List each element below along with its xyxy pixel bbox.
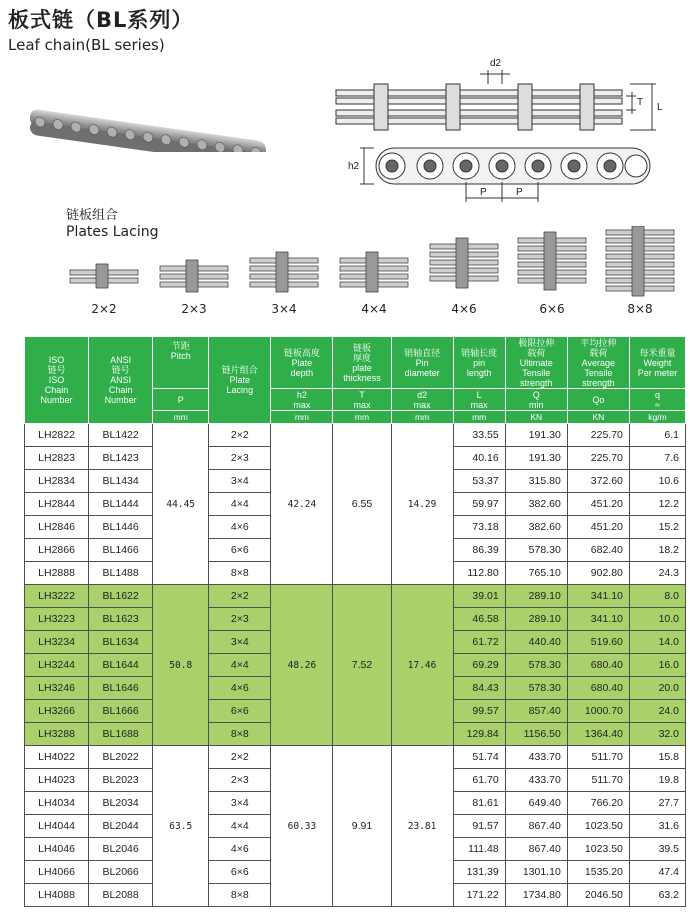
header-thickness: 链板 厚度 plate thickness — [333, 337, 391, 389]
cell-pin-length: 51.74 — [453, 746, 505, 769]
cell-average-tensile: 372.60 — [567, 470, 629, 493]
table-row — [25, 746, 686, 769]
cell-thickness: 9.91 — [333, 746, 391, 907]
header-pin-diameter: 销轴直径 Pin diameter — [391, 337, 453, 389]
table-row — [25, 585, 686, 608]
cell-pin-length: 33.55 — [453, 424, 505, 447]
subheader-pitch: P — [153, 389, 209, 411]
cell-weight: 12.2 — [629, 493, 685, 516]
cell-lacing: 3×4 — [209, 792, 271, 815]
cell-pin-length: 61.70 — [453, 769, 505, 792]
cell-ansi: BL1423 — [89, 447, 153, 470]
cell-iso: LH4088 — [25, 884, 89, 907]
dim-label-h2: h2 — [348, 161, 360, 172]
subheader-ultimate-tensile: Q min — [505, 389, 567, 411]
subheader-pin-diameter: d2 max — [391, 389, 453, 411]
lacing-4x6 — [430, 238, 498, 288]
cell-weight: 7.6 — [629, 447, 685, 470]
cell-lacing: 2×3 — [209, 608, 271, 631]
cell-weight: 15.8 — [629, 746, 685, 769]
cell-lacing: 4×6 — [209, 838, 271, 861]
cell-lacing: 4×6 — [209, 677, 271, 700]
header-lacing: 链片组合 Plate Lacing — [209, 337, 271, 424]
lacing-label: 3×4 — [271, 302, 297, 316]
cell-iso: LH2822 — [25, 424, 89, 447]
cell-depth: 48.26 — [271, 585, 333, 746]
cell-weight: 20.0 — [629, 677, 685, 700]
subheader-weight: q ≈ — [629, 389, 685, 411]
cell-pin-length: 99.57 — [453, 700, 505, 723]
cell-ansi: BL2088 — [89, 884, 153, 907]
cell-iso: LH3234 — [25, 631, 89, 654]
header-ansi: ANSI 链号 ANSI Chain Number — [89, 337, 153, 424]
cell-ansi: BL1688 — [89, 723, 153, 746]
cell-average-tensile: 682.40 — [567, 539, 629, 562]
lacing-3x4 — [250, 252, 318, 292]
cell-pitch: 50.8 — [153, 585, 209, 746]
cell-ansi: BL1644 — [89, 654, 153, 677]
cell-weight: 32.0 — [629, 723, 685, 746]
header-pin-length: 销轴长度 pin length — [453, 337, 505, 389]
cell-pin-length: 39.01 — [453, 585, 505, 608]
cell-ultimate-tensile: 440.40 — [505, 631, 567, 654]
cell-pin-length: 40.16 — [453, 447, 505, 470]
chain-photo — [26, 108, 272, 152]
unit-pitch: mm — [153, 411, 209, 424]
cell-average-tensile: 1023.50 — [567, 815, 629, 838]
unit-ultimate-tensile: KN — [505, 411, 567, 424]
cell-ansi: BL1646 — [89, 677, 153, 700]
cell-average-tensile: 519.60 — [567, 631, 629, 654]
cell-weight: 10.0 — [629, 608, 685, 631]
cell-average-tensile: 225.70 — [567, 424, 629, 447]
cell-ansi: BL1666 — [89, 700, 153, 723]
cell-weight: 27.7 — [629, 792, 685, 815]
cell-weight: 63.2 — [629, 884, 685, 907]
cell-lacing: 4×4 — [209, 493, 271, 516]
cell-ultimate-tensile: 578.30 — [505, 654, 567, 677]
lacing-label: 2×3 — [181, 302, 207, 316]
cell-ultimate-tensile: 315.80 — [505, 470, 567, 493]
header-pitch: 节距 Pitch — [153, 337, 209, 389]
cell-average-tensile: 680.40 — [567, 654, 629, 677]
cell-iso: LH2866 — [25, 539, 89, 562]
cell-weight: 16.0 — [629, 654, 685, 677]
cell-average-tensile: 766.20 — [567, 792, 629, 815]
cell-iso: LH2844 — [25, 493, 89, 516]
dim-label-p2: P — [516, 187, 523, 198]
cell-average-tensile: 341.10 — [567, 585, 629, 608]
cell-iso: LH3244 — [25, 654, 89, 677]
cell-ultimate-tensile: 289.10 — [505, 608, 567, 631]
cell-pin-length: 46.58 — [453, 608, 505, 631]
dim-label-t: T — [637, 97, 644, 108]
cell-weight: 14.0 — [629, 631, 685, 654]
cell-lacing: 8×8 — [209, 562, 271, 585]
cell-iso: LH4023 — [25, 769, 89, 792]
lacing-label: 8×8 — [627, 302, 653, 316]
cell-ansi: BL2066 — [89, 861, 153, 884]
lacing-label: 4×4 — [361, 302, 387, 316]
cell-lacing: 2×3 — [209, 769, 271, 792]
cell-lacing: 4×4 — [209, 654, 271, 677]
cell-average-tensile: 225.70 — [567, 447, 629, 470]
cell-pin-length: 86.39 — [453, 539, 505, 562]
header-iso: ISO 链号 ISO Chain Number — [25, 337, 89, 424]
unit-depth: mm — [271, 411, 333, 424]
cell-ansi: BL1446 — [89, 516, 153, 539]
header-weight: 每米重量 Weight Per meter — [629, 337, 685, 389]
cell-iso: LH2888 — [25, 562, 89, 585]
cell-weight: 24.0 — [629, 700, 685, 723]
cell-lacing: 3×4 — [209, 470, 271, 493]
cell-pin-length: 59.97 — [453, 493, 505, 516]
subheader-thickness: T max — [333, 389, 391, 411]
cell-lacing: 2×2 — [209, 746, 271, 769]
cell-average-tensile: 1535.20 — [567, 861, 629, 884]
cell-lacing: 2×2 — [209, 585, 271, 608]
cell-weight: 24.3 — [629, 562, 685, 585]
cell-average-tensile: 902.80 — [567, 562, 629, 585]
cell-pin-length: 73.18 — [453, 516, 505, 539]
cell-average-tensile: 1364.40 — [567, 723, 629, 746]
cell-average-tensile: 1023.50 — [567, 838, 629, 861]
cell-ansi: BL1422 — [89, 424, 153, 447]
cell-iso: LH4044 — [25, 815, 89, 838]
header-average-tensile: 平均拉伸 载荷 Average Tensile strength — [567, 337, 629, 389]
page-subtitle: Leaf chain(BL series) — [8, 36, 165, 54]
cell-ultimate-tensile: 191.30 — [505, 447, 567, 470]
cell-average-tensile: 451.20 — [567, 516, 629, 539]
cell-ultimate-tensile: 382.60 — [505, 516, 567, 539]
cell-weight: 39.5 — [629, 838, 685, 861]
lacing-label: 6×6 — [539, 302, 565, 316]
cell-pin-length: 84.43 — [453, 677, 505, 700]
cell-iso: LH3222 — [25, 585, 89, 608]
dim-label-p1: P — [480, 187, 487, 198]
cell-ultimate-tensile: 867.40 — [505, 838, 567, 861]
dim-label-l: L — [657, 102, 663, 113]
cell-ansi: BL1466 — [89, 539, 153, 562]
cell-pin-diameter: 23.81 — [391, 746, 453, 907]
cell-weight: 31.6 — [629, 815, 685, 838]
cell-iso: LH4066 — [25, 861, 89, 884]
cell-lacing: 4×4 — [209, 815, 271, 838]
subheader-pin-length: L max — [453, 389, 505, 411]
cell-pin-diameter: 14.29 — [391, 424, 453, 585]
cell-ultimate-tensile: 578.30 — [505, 539, 567, 562]
cell-average-tensile: 511.70 — [567, 769, 629, 792]
cell-iso: LH2823 — [25, 447, 89, 470]
cell-lacing: 8×8 — [209, 884, 271, 907]
cell-ansi: BL2046 — [89, 838, 153, 861]
cell-weight: 18.2 — [629, 539, 685, 562]
cell-weight: 19.8 — [629, 769, 685, 792]
cell-ultimate-tensile: 649.40 — [505, 792, 567, 815]
subheader-depth: h2 max — [271, 389, 333, 411]
cell-ultimate-tensile: 382.60 — [505, 493, 567, 516]
lacing-8x8 — [606, 226, 674, 296]
cell-thickness: 6.55 — [333, 424, 391, 585]
cell-ultimate-tensile: 289.10 — [505, 585, 567, 608]
cell-iso: LH3246 — [25, 677, 89, 700]
cell-average-tensile: 1000.70 — [567, 700, 629, 723]
cell-pin-diameter: 17.46 — [391, 585, 453, 746]
lacing-title-cn: 链板组合 — [66, 208, 119, 223]
lacing-6x6 — [518, 232, 586, 290]
cell-lacing: 6×6 — [209, 861, 271, 884]
cell-pin-length: 171.22 — [453, 884, 505, 907]
cell-ansi: BL2022 — [89, 746, 153, 769]
cell-iso: LH4022 — [25, 746, 89, 769]
cell-ultimate-tensile: 433.70 — [505, 769, 567, 792]
cell-ansi: BL1622 — [89, 585, 153, 608]
chain-dimension-diagram — [330, 52, 682, 210]
cell-lacing: 8×8 — [209, 723, 271, 746]
cell-weight: 15.2 — [629, 516, 685, 539]
cell-lacing: 3×4 — [209, 631, 271, 654]
cell-weight: 8.0 — [629, 585, 685, 608]
cell-iso: LH3288 — [25, 723, 89, 746]
cell-pin-length: 131.39 — [453, 861, 505, 884]
cell-weight: 10.6 — [629, 470, 685, 493]
cell-iso: LH4034 — [25, 792, 89, 815]
cell-ultimate-tensile: 433.70 — [505, 746, 567, 769]
header-ultimate-tensile: 极限拉伸 载荷 Ultimate Tensile strength — [505, 337, 567, 389]
cell-ansi: BL2044 — [89, 815, 153, 838]
unit-pin-length: mm — [453, 411, 505, 424]
cell-ansi: BL1488 — [89, 562, 153, 585]
cell-average-tensile: 511.70 — [567, 746, 629, 769]
cell-ultimate-tensile: 578.30 — [505, 677, 567, 700]
cell-ultimate-tensile: 857.40 — [505, 700, 567, 723]
cell-pin-length: 112.80 — [453, 562, 505, 585]
cell-ansi: BL1623 — [89, 608, 153, 631]
cell-average-tensile: 680.40 — [567, 677, 629, 700]
table-row — [25, 424, 686, 447]
cell-average-tensile: 2046.50 — [567, 884, 629, 907]
cell-lacing: 4×6 — [209, 516, 271, 539]
spec-table — [24, 336, 686, 907]
lacing-4x4 — [340, 252, 408, 292]
unit-weight: kg/m — [629, 411, 685, 424]
cell-ultimate-tensile: 765.10 — [505, 562, 567, 585]
spec-table-body — [25, 424, 686, 907]
unit-thickness: mm — [333, 411, 391, 424]
cell-ansi: BL2023 — [89, 769, 153, 792]
lacing-title-en: Plates Lacing — [66, 224, 159, 240]
cell-ansi: BL1634 — [89, 631, 153, 654]
cell-pitch: 63.5 — [153, 746, 209, 907]
cell-weight: 6.1 — [629, 424, 685, 447]
cell-lacing: 6×6 — [209, 700, 271, 723]
header-depth: 链板高度 Plate depth — [271, 337, 333, 389]
cell-pin-length: 69.29 — [453, 654, 505, 677]
cell-pin-length: 129.84 — [453, 723, 505, 746]
cell-weight: 47.4 — [629, 861, 685, 884]
cell-ultimate-tensile: 867.40 — [505, 815, 567, 838]
cell-average-tensile: 451.20 — [567, 493, 629, 516]
cell-pin-length: 91.57 — [453, 815, 505, 838]
cell-ansi: BL2034 — [89, 792, 153, 815]
page-title: 板式链（BL系列） — [8, 8, 194, 32]
cell-ultimate-tensile: 1301.10 — [505, 861, 567, 884]
cell-pin-length: 81.61 — [453, 792, 505, 815]
unit-average-tensile: KN — [567, 411, 629, 424]
unit-pin-diameter: mm — [391, 411, 453, 424]
lacing-label: 4×6 — [451, 302, 477, 316]
cell-lacing: 2×3 — [209, 447, 271, 470]
cell-pin-length: 53.37 — [453, 470, 505, 493]
cell-depth: 60.33 — [271, 746, 333, 907]
cell-pin-length: 111.48 — [453, 838, 505, 861]
subheader-average-tensile: Qo — [567, 389, 629, 411]
cell-iso: LH4046 — [25, 838, 89, 861]
cell-lacing: 2×2 — [209, 424, 271, 447]
cell-ansi: BL1444 — [89, 493, 153, 516]
cell-iso: LH3266 — [25, 700, 89, 723]
cell-pitch: 44.45 — [153, 424, 209, 585]
cell-thickness: 7.52 — [333, 585, 391, 746]
lacing-2x3 — [160, 260, 228, 292]
cell-pin-length: 61.72 — [453, 631, 505, 654]
cell-iso: LH2834 — [25, 470, 89, 493]
cell-iso: LH3223 — [25, 608, 89, 631]
cell-ultimate-tensile: 1734.80 — [505, 884, 567, 907]
dim-label-d2: d2 — [490, 58, 502, 69]
cell-iso: LH2846 — [25, 516, 89, 539]
cell-ultimate-tensile: 1156.50 — [505, 723, 567, 746]
cell-ansi: BL1434 — [89, 470, 153, 493]
lacing-2x2 — [70, 264, 138, 288]
cell-lacing: 6×6 — [209, 539, 271, 562]
cell-average-tensile: 341.10 — [567, 608, 629, 631]
cell-ultimate-tensile: 191.30 — [505, 424, 567, 447]
cell-depth: 42.24 — [271, 424, 333, 585]
lacing-label: 2×2 — [91, 302, 117, 316]
